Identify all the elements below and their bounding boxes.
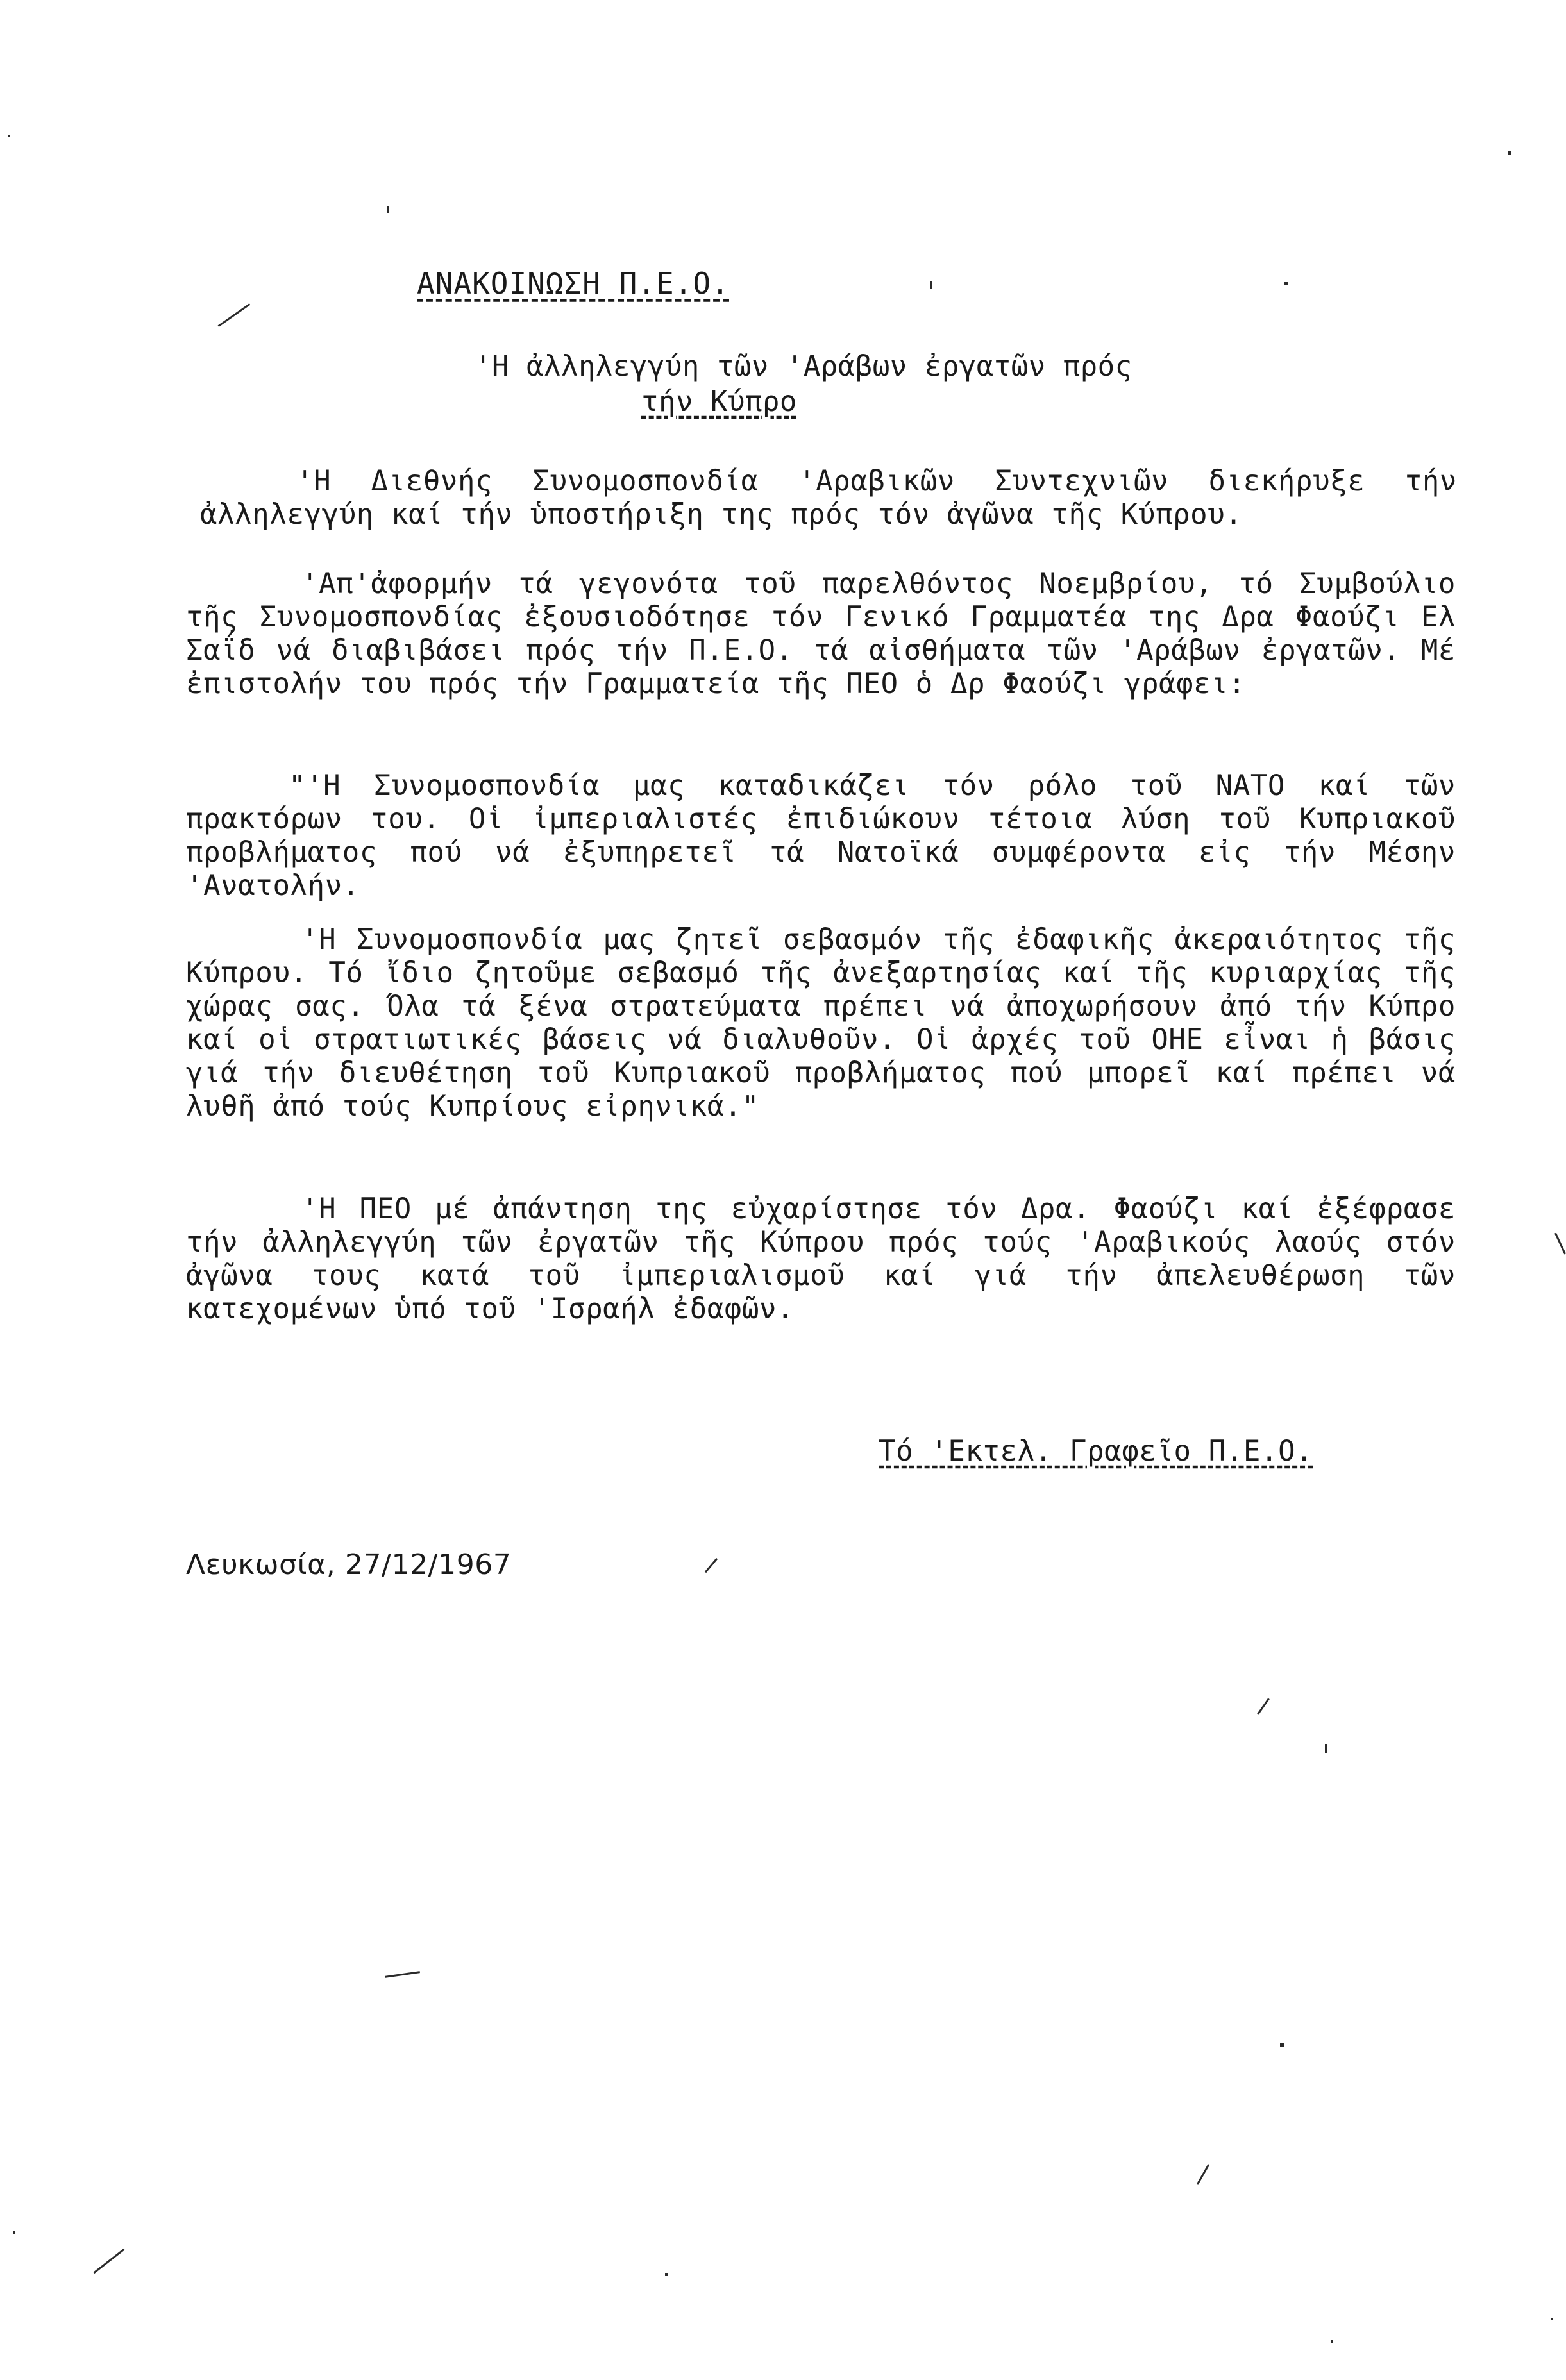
scan-mark [8,135,10,137]
scan-mark [93,2249,124,2274]
place-date-line: Λευκωσία, 27/12/1967 [186,1548,512,1581]
scan-mark [1280,2043,1284,2047]
scan-mark [385,1971,420,1978]
signature-line: Τό 'Εκτελ. Γραφεῖο Π.Ε.Ο. [879,1435,1313,1468]
scan-mark [218,303,251,327]
paragraph-4-quote: 'Η Συνομοσπονδία μας ζητεῖ σεβασμόν τῆς ἐδαφικῆς ἀκεραιότητος τῆς Κύπρου. Τό ἴδιο ζητοῦμε σεβασμό τῆς ἀνεξαρτησίας καί τῆς κυριαρχίας τῆς χώρας σας. Όλα τά ξένα στρατεύματα πρέπει νά ἀποχωρήσουν ἀπό τήν Κύπρο καί οἱ στρατιωτικές βάσεις νά διαλυθοῦν. Οἱ ἀρχές τοῦ ΟΗΕ εἶναι ἡ βάσις γιά τήν διευθέτηση τοῦ Κυπριακοῦ προβλήματος πού μπορεῖ καί πρέπει νά λυθῆ ἀπό τούς Κυπρίους εἰρηνικά." [186,923,1474,1123]
scan-mark [1331,2340,1333,2343]
scan-mark [930,281,932,289]
scan-mark [13,2231,15,2234]
paragraph-2: 'Απ'ἀφορμήν τά γεγονότα τοῦ παρελθόντος Νοεμβρίου, τό Συμβούλιο τῆς Συνομοσπονδίας ἐξουσιοδότησε τόν Γενικό Γραμματέα της Δρα Φαούζι Ελ Σαΐδ νά διαβιβάσει πρός τήν Π.Ε.Ο. τά αἰσθήματα τῶν 'Αράβων ἐργατῶν. Μέ ἐπιστολήν του πρός τήν Γραμματεία τῆς ΠΕΟ ὁ Δρ Φαούζι γράφει: [186,567,1474,700]
scan-mark [1197,2164,1210,2185]
scan-mark [1554,1233,1566,1255]
scan-mark [1284,282,1288,285]
scan-mark [1325,1744,1327,1753]
document-title: ΑΝΑΚΟΙΝΩΣΗ Π.Ε.Ο. [417,266,730,301]
scan-mark [1257,1698,1270,1714]
scan-mark [1508,151,1511,155]
paragraph-5: 'Η ΠΕΟ μέ ἀπάντηση της εὐχαρίστησε τόν Δρα. Φαούζι καί ἐξέφρασε τήν ἀλληλεγγύη τῶν ἐργατῶν τῆς Κύπρου πρός τούς 'Αραβικούς λαούς στόν ἀγῶνα τους κατά τοῦ ἰμπεριαλισμοῦ καί γιά τήν ἀπελευθέρωση τῶν κατεχομένων ὑπό τοῦ 'Ισραήλ ἐδαφῶν. [186,1193,1474,1325]
paragraph-1: 'Η Διεθνής Συνομοσπονδία 'Αραβικῶν Συντεχνιῶν διεκήρυξε τήν ἀλληλεγγύη καί τήν ὑποστήριξη της πρός τόν ἀγῶνα τῆς Κύπρου. [200,465,1475,531]
scan-mark [1551,2318,1553,2320]
scan-mark [705,1558,718,1573]
document-subtitle-line2: τήν Κύπρο [641,385,797,418]
scan-mark [665,2273,668,2276]
paragraph-3-quote: "'Η Συνομοσπονδία μας καταδικάζει τόν ρόλο τοῦ ΝΑΤΟ καί τῶν πρακτόρων του. Οἱ ἰμπεριαλιστές ἐπιδιώκουν τέτοια λύση τοῦ Κυπριακοῦ προβλήματος πού νά ἐξυπηρετεῖ τά Νατοϊκά συμφέροντα εἰς τήν Μέσην 'Ανατολήν. [186,769,1474,902]
scan-mark [387,206,389,213]
document-subtitle-line1: 'Η ἀλληλεγγύη τῶν 'Αράβων ἐργατῶν πρός [475,350,1132,383]
